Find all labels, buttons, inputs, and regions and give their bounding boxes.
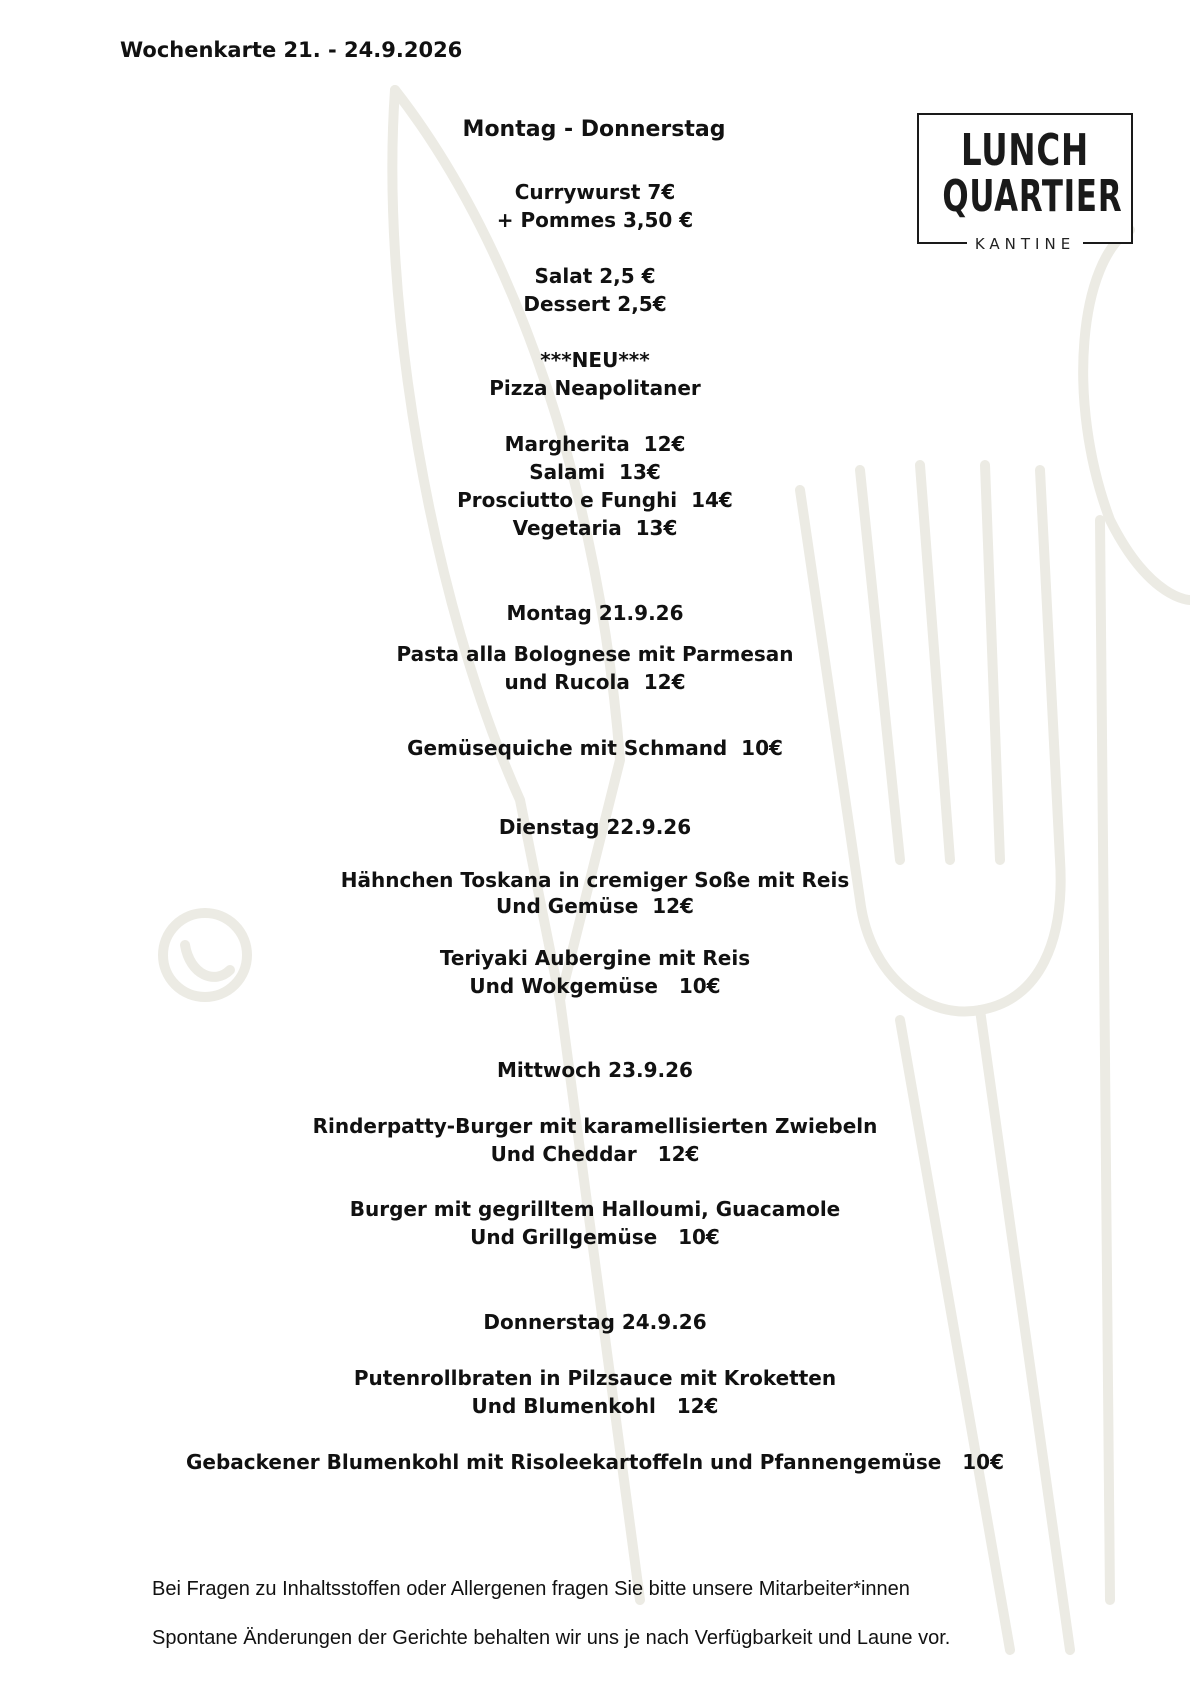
- menu-item-salat: Salat 2,5 €: [534, 264, 656, 288]
- menu-item-wednesday-dish2: Burger mit gegrilltem Halloumi, Guacamole: [349, 1197, 841, 1221]
- menu-item-thursday-dish2: Gebackener Blumenkohl mit Risoleekartoffeln und Pfannengemüse 10€: [186, 1450, 1004, 1474]
- menu-item-wednesday-dish1-cont: Und Cheddar 12€: [490, 1142, 700, 1166]
- day-heading-tuesday: Dienstag 22.9.26: [498, 815, 692, 839]
- menu-item-tuesday-dish2-cont: Und Wokgemüse 10€: [469, 974, 721, 998]
- menu-item-pizza: Vegetaria 13€: [512, 516, 678, 540]
- day-heading-wednesday: Mittwoch 23.9.26: [497, 1058, 693, 1082]
- menu-item-pommes: + Pommes 3,50 €: [496, 208, 694, 232]
- logo-line-quartier: QUARTIER: [942, 171, 1123, 222]
- menu-item-wednesday-dish2-cont: Und Grillgemüse 10€: [470, 1225, 720, 1249]
- menu-item-tuesday-dish1-cont: Und Gemüse 12€: [496, 894, 694, 918]
- menu-item-pizza: Prosciutto e Funghi 14€: [457, 488, 733, 512]
- section-heading-weekly: Montag - Donnerstag: [462, 117, 726, 142]
- menu-item-currywurst: Currywurst 7€: [514, 180, 676, 204]
- pizza-section-title: Pizza Neapolitaner: [489, 376, 701, 400]
- menu-item-wednesday-dish1: Rinderpatty-Burger mit karamellisierten Zwiebeln: [312, 1114, 878, 1138]
- menu-week-title: Wochenkarte 21. - 24.9.2026: [120, 38, 463, 62]
- day-heading-thursday: Donnerstag 24.9.26: [483, 1310, 707, 1334]
- menu-item-monday-dish1-cont: und Rucola 12€: [504, 670, 686, 694]
- logo-subtitle-text: KANTINE: [967, 235, 1083, 253]
- menu-item-thursday-dish1-cont: Und Blumenkohl 12€: [471, 1394, 719, 1418]
- footer-allergen-note: Bei Fragen zu Inhaltsstoffen oder Allergenen fragen Sie bitte unsere Mitarbeiter*innen: [152, 1578, 910, 1600]
- menu-item-monday-dish2: Gemüsequiche mit Schmand 10€: [407, 736, 783, 760]
- menu-item-monday-dish1: Pasta alla Bolognese mit Parmesan: [396, 642, 794, 666]
- menu-item-pizza: Salami 13€: [529, 460, 661, 484]
- menu-item-tuesday-dish2: Teriyaki Aubergine mit Reis: [439, 946, 751, 970]
- logo-line-lunch: LUNCH: [960, 125, 1089, 176]
- menu-item-pizza: Margherita 12€: [504, 432, 686, 456]
- logo-subtitle: [919, 235, 1131, 253]
- day-heading-monday: Montag 21.9.26: [506, 601, 684, 625]
- menu-item-thursday-dish1: Putenrollbraten in Pilzsauce mit Kroketten: [353, 1366, 837, 1390]
- footer-changes-note: Spontane Änderungen der Gerichte behalten wir uns je nach Verfügbarkeit und Laune vor.: [152, 1627, 951, 1649]
- new-badge: ***NEU***: [540, 348, 650, 372]
- menu-item-tuesday-dish1: Hähnchen Toskana in cremiger Soße mit Reis: [340, 868, 850, 892]
- menu-item-dessert: Dessert 2,5€: [523, 292, 667, 316]
